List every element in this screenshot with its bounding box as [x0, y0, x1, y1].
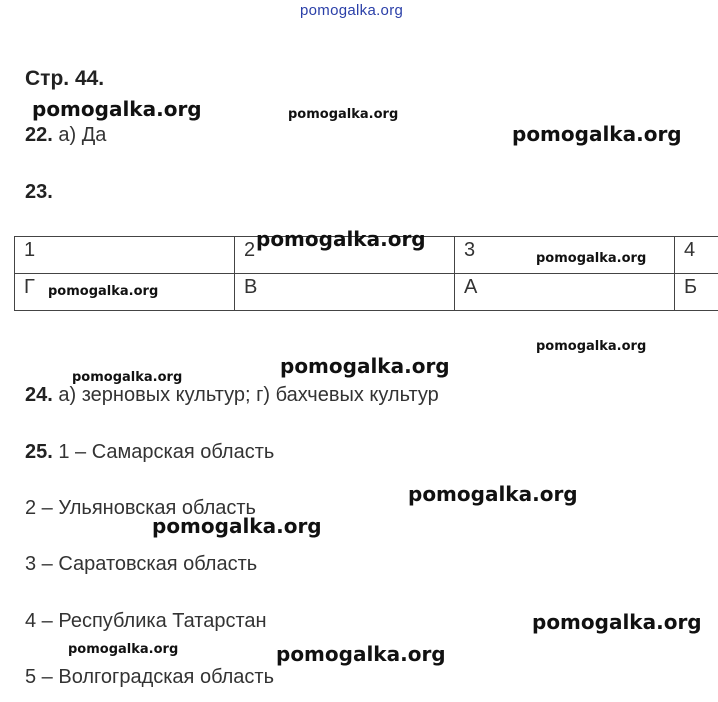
watermark: pomogalka.org — [512, 122, 682, 146]
task-23-number: 23. — [25, 181, 53, 203]
task-25-number: 25. — [25, 441, 53, 463]
table-answer-cell: А — [455, 274, 675, 311]
watermark: pomogalka.org — [536, 339, 647, 354]
watermark: pomogalka.org — [532, 610, 702, 634]
watermark: pomogalka.org — [152, 514, 322, 538]
page-number: Стр. 44. — [25, 67, 105, 90]
task-22 — [25, 124, 106, 147]
table-answer-cell: В — [235, 274, 455, 311]
watermark: pomogalka.org — [276, 642, 446, 666]
table-answer-cell: Г — [15, 274, 235, 311]
table-header-cell: 3 — [455, 237, 675, 274]
watermark: pomogalka.org — [68, 642, 179, 657]
watermark: pomogalka.org — [280, 354, 450, 378]
watermark-top: pomogalka.org — [300, 2, 404, 19]
watermark: pomogalka.org — [72, 370, 183, 385]
watermark: pomogalka.org — [256, 227, 426, 251]
task-24-number: 24. — [25, 384, 53, 406]
task-24 — [25, 384, 439, 407]
watermark: pomogalka.org — [32, 97, 202, 121]
task-25-item-5: 5 – Волгоградская область — [25, 666, 274, 688]
task-25-item-2: 2 – Ульяновская область — [25, 497, 256, 519]
table-header-cell: 2 — [235, 237, 455, 274]
task-25-item-4: 4 – Республика Татарстан — [25, 610, 267, 632]
task-25 — [25, 441, 274, 464]
watermark: pomogalka.org — [288, 107, 399, 122]
table-header-cell: 1 — [15, 237, 235, 274]
task-25-item-3: 3 – Саратовская область — [25, 553, 258, 575]
task-22-answer: а) Да — [52, 124, 107, 146]
watermark: pomogalka.org — [48, 284, 159, 299]
table-answer-cell: Б — [675, 274, 718, 311]
table-header-cell: 4 — [675, 237, 718, 274]
watermark: pomogalka.org — [408, 482, 578, 506]
task-25-item-1: 1 – Самарская область — [52, 441, 275, 463]
watermark: pomogalka.org — [536, 251, 647, 266]
task-22-number: 22. — [25, 124, 53, 146]
task-24-answer: а) зерновых культур; г) бахчевых культур — [52, 384, 439, 406]
